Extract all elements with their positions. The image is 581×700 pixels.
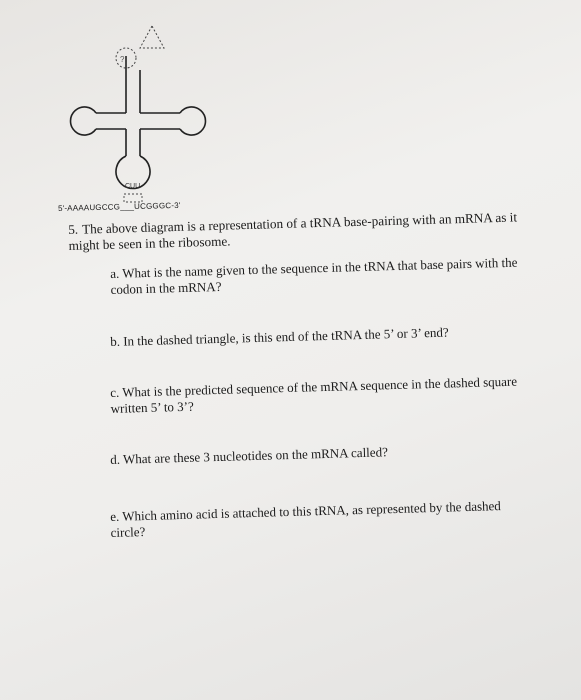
trna-diagram	[40, 18, 260, 218]
part-e-line1: e. Which amino acid is attached to this tRNA, as represented by the dashed	[110, 498, 502, 524]
part-c-line1: c. What is the predicted sequence of the mRNA sequence in the dashed square	[110, 373, 518, 400]
t-loop	[180, 107, 205, 135]
part-c	[110, 372, 566, 417]
part-a-line1: a. What is the name given to the sequence in the tRNA that base pairs with the	[110, 254, 518, 281]
part-c-line2: written 5’ to 3’?	[110, 398, 194, 416]
part-d	[110, 439, 565, 468]
part-a	[110, 253, 566, 298]
question-text-2: might be seen in the ribosome.	[68, 233, 231, 253]
part-b-line1: b. In the dashed triangle, is this end of the tRNA the 5’ or 3’ end?	[110, 324, 449, 349]
question-text-1: The above diagram is a representation of a tRNA base-pairing with an mRNA as it	[81, 209, 518, 237]
part-a-line2: codon in the mRNA?	[110, 278, 222, 297]
anticodon-label: CUU	[125, 183, 141, 190]
mrna-sequence: 5'-AAAAUGCCG___UCGGGC-3'	[57, 200, 181, 213]
question-number: 5.	[68, 221, 79, 237]
part-d-line1: d. What are these 3 nucleotides on the mRNA called?	[110, 444, 389, 467]
dashed-triangle	[140, 26, 164, 48]
part-b	[110, 321, 565, 350]
circle-letter: ?	[120, 55, 125, 64]
d-loop	[71, 107, 96, 135]
dashed-square	[124, 194, 142, 202]
part-e-line2: circle?	[110, 524, 146, 540]
part-e	[110, 496, 566, 541]
